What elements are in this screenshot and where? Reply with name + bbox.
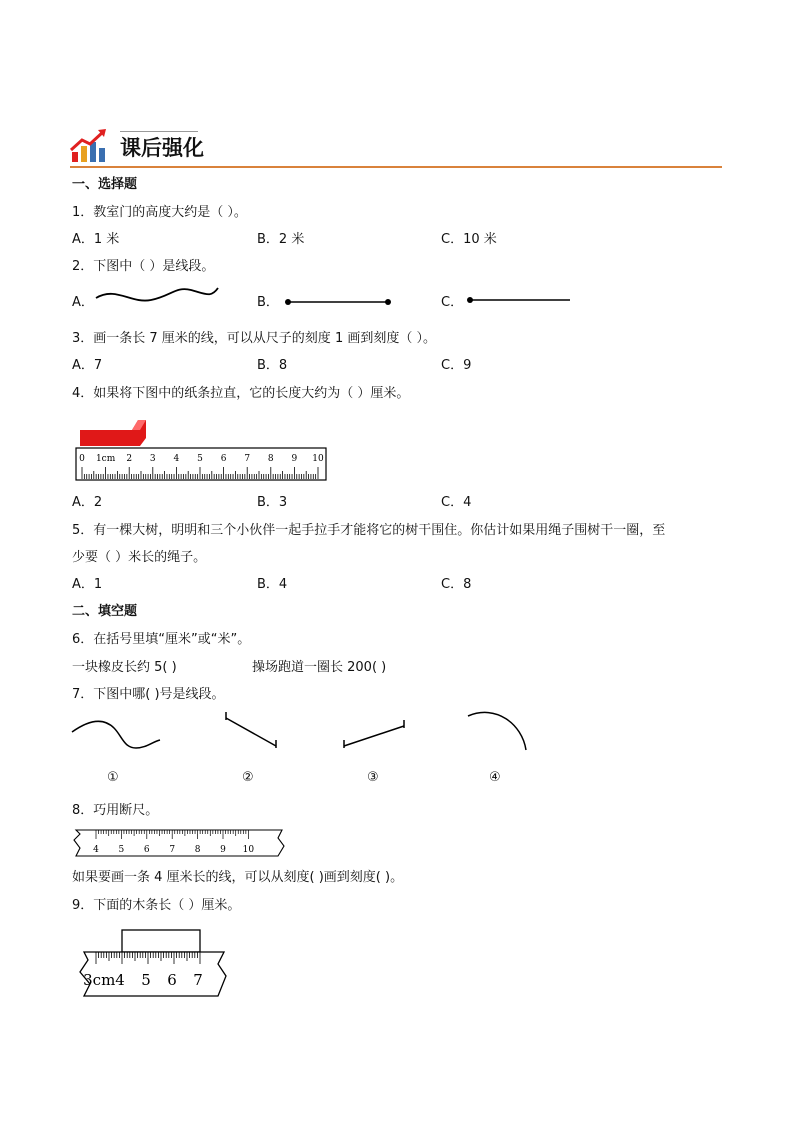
ruler-with-paper-strip <box>76 416 328 482</box>
ruler-label: 8 <box>267 454 274 464</box>
section-title-fill: 二、填空题 <box>72 604 138 619</box>
question-6-stem: 6．在括号里填“厘米”或“米”。 <box>72 632 251 647</box>
ruler-label: 8 <box>194 845 201 855</box>
ruler-label: 7 <box>169 845 176 855</box>
ruler-label: 5 <box>141 971 151 989</box>
question-4-option-a: A．2 <box>72 495 103 510</box>
question-8-stem: 8．巧用断尺。 <box>72 803 159 818</box>
question-6-item-2: 操场跑道一圈长 200( ) <box>252 660 387 675</box>
broken-ruler-figure <box>72 828 286 860</box>
ruler-label: 3cm4 <box>83 971 125 989</box>
page-title: 课后强化 <box>120 136 204 160</box>
question-8-question: 如果要画一条 4 厘米长的线，可以从刻度( )画到刻度( )。 <box>72 870 404 885</box>
question-3-stem: 3．画一条长 7 厘米的线，可以从尺子的刻度 1 画到刻度（ ）。 <box>72 331 436 346</box>
ruler-label: 4 <box>173 454 180 464</box>
ruler-label: 5 <box>118 845 125 855</box>
figure-label-2: ② <box>242 770 254 785</box>
figure-label-4: ④ <box>489 770 501 785</box>
question-9-stem: 9．下面的木条长（ ）厘米。 <box>72 898 241 913</box>
wood-stick-ruler-figure <box>78 928 228 1000</box>
question-3-option-c: C．9 <box>441 358 472 373</box>
question-5-option-a: A．1 <box>72 577 103 592</box>
question-4-stem: 4．如果将下图中的纸条拉直，它的长度大约为（ ）厘米。 <box>72 386 410 401</box>
ruler-label: 9 <box>291 454 298 464</box>
question-5-option-b: B．4 <box>257 577 288 592</box>
question-2-option-c: C． <box>441 295 464 310</box>
question-2-option-b: B． <box>257 295 279 310</box>
figure-label-1: ① <box>107 770 119 785</box>
question-5-option-c: C．8 <box>441 577 472 592</box>
ruler-label: 6 <box>143 845 150 855</box>
ruler-label: 5 <box>197 454 203 464</box>
question-7-stem: 7．下图中哪( )号是线段。 <box>72 687 225 702</box>
question-1-option-a: A．1 米 <box>72 232 120 247</box>
ray-figure <box>466 294 574 306</box>
figure-3-bracket-segment <box>340 718 410 752</box>
ruler-label: 1cm <box>95 454 116 464</box>
ruler-label: 10 <box>312 454 324 464</box>
wood-stick <box>122 930 200 952</box>
header-underline <box>70 166 722 168</box>
figure-2-bracket-segment <box>222 712 282 752</box>
question-6-item-1: 一块橡皮长约 5( ) <box>72 660 177 675</box>
question-1-stem: 1．教室门的高度大约是（ ）。 <box>72 205 247 220</box>
title-top-rule <box>120 131 198 132</box>
ruler-label: 4 <box>93 845 99 855</box>
ruler-label: 7 <box>244 454 251 464</box>
question-3-option-a: A．7 <box>72 358 103 373</box>
ruler-label: 6 <box>167 971 177 989</box>
figure-1-curve <box>72 718 162 752</box>
ruler-label: 10 <box>242 845 255 855</box>
ruler-label: 7 <box>193 971 203 989</box>
question-1-option-c: C．10 米 <box>441 232 497 247</box>
ruler-label: 2 <box>126 454 133 464</box>
ruler-label: 6 <box>220 454 227 464</box>
question-2-stem: 2．下图中（ ）是线段。 <box>72 259 215 274</box>
question-4-option-b: B．3 <box>257 495 288 510</box>
question-1-option-b: B．2 米 <box>257 232 305 247</box>
ruler-label: 0 <box>79 454 85 464</box>
question-3-option-b: B．8 <box>257 358 288 373</box>
question-5-stem-line-1: 5．有一棵大树，明明和三个小伙伴一起手拉手才能将它的树干围住。你估计如果用绳子围树干一圈，至 <box>72 523 666 538</box>
section-title-choice: 一、选择题 <box>72 177 138 192</box>
line-segment-figure <box>284 296 394 308</box>
question-2-option-a: A． <box>72 295 94 310</box>
question-5-stem-line-2: 少要（ ）米长的绳子。 <box>72 550 207 565</box>
chart-growth-icon <box>70 128 110 164</box>
figure-label-3: ③ <box>367 770 379 785</box>
ruler-label: 3 <box>149 454 156 464</box>
wavy-curve-figure <box>96 286 220 310</box>
question-4-option-c: C．4 <box>441 495 472 510</box>
figure-4-arc <box>466 710 530 752</box>
ruler-label: 9 <box>220 845 226 855</box>
